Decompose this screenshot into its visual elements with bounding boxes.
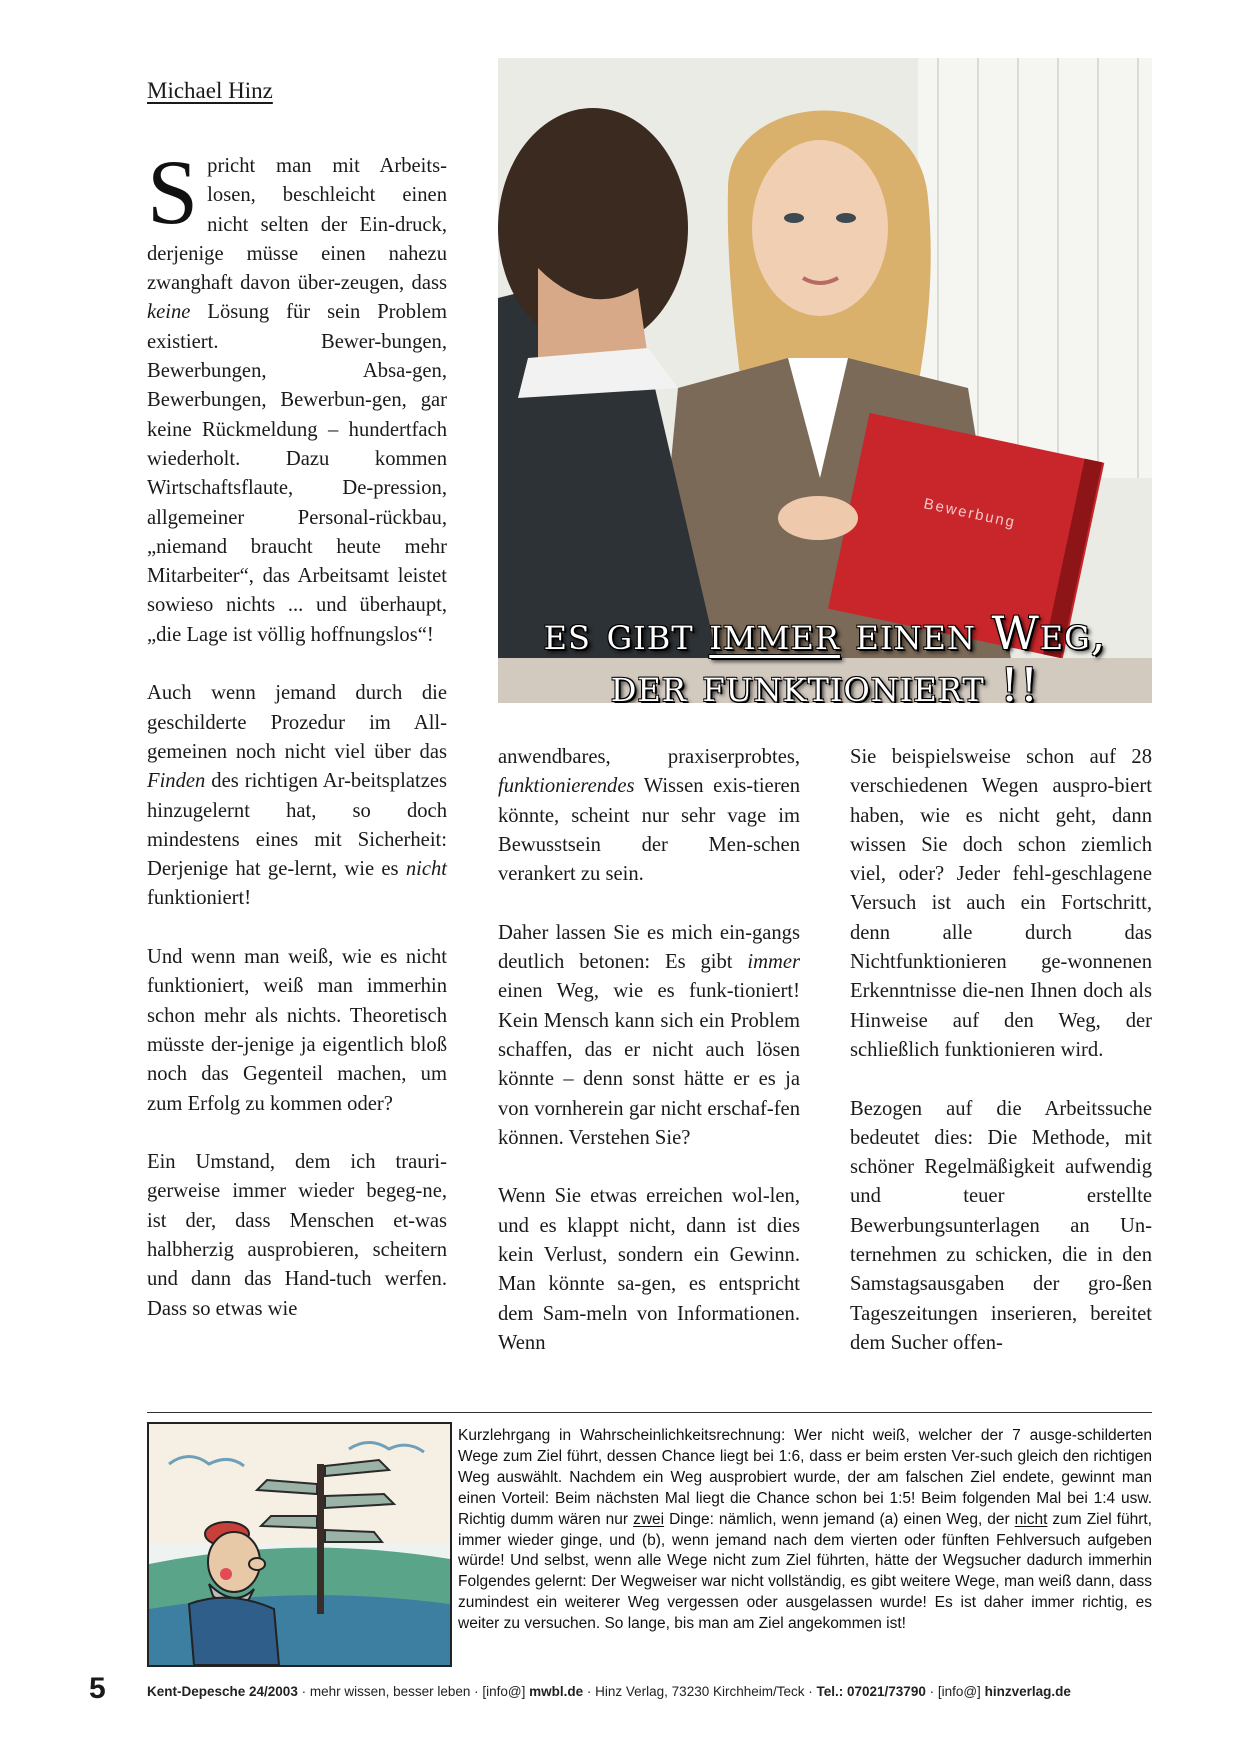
signpost-cartoon [147,1422,452,1667]
page-number: 5 [89,1672,106,1705]
drop-cap: S [147,141,199,243]
website-link[interactable]: mwbl.de [529,1684,584,1699]
paragraph: Und wenn man weiß, wie es nicht funktioniert, weiß man immerhin schon mehr als nichts. Theoretisch müsste der-jenige ja eigentlich bloß noch das Gegenteil machen, um zum Erfolg zu kommen oder? [147,946,447,1115]
article-column-2 [498,743,800,1358]
footer: Kent-Depesche 24/2003 · mehr wissen, besser leben · [info@] mwbl.de · Hinz Verlag, 73230 Kirchheim/Teck · Tel.: 07021/73790 · [info@] hinzverlag.de [147,1684,1071,1699]
author-name: Michael Hinz [147,78,273,103]
article-column-3 [850,743,1152,1358]
headline-line-2: der funktioniert !! [610,658,1040,703]
paragraph: Wenn Sie etwas erreichen wol-len, und es klappt nicht, dann ist dies kein Verlust, sondern ein Gewinn. Man könnte sa-gen, es entspricht dem Sam-meln von Informationen. Wenn [498,1185,800,1354]
paragraph: Bezogen auf die Arbeitssuche bedeutet dies: Die Methode, mit schöner Regelmäßigkeit aufwendig und teuer erstellte Bewerbungsunterlagen an Un-ternehmen zu schicken, die in den Samstagsausgaben der gro-ßen Tageszeitungen inserieren, bereitet dem Sucher offen- [850,1097,1152,1354]
paragraph: Ein Umstand, dem ich trauri-gerweise immer wieder begeg-ne, ist der, dass Menschen et-was halbherzig ausprobieren, scheitern und dann das Hand-tuch werfen. Dass so etwas wie [147,1151,447,1320]
website-link[interactable]: hinzverlag.de [984,1684,1071,1699]
paragraph: Spricht man mit Arbeits-losen, beschleicht einen nicht selten der Ein-druck, derjenige müsse einen nahezu zwanghaft davon über-zeugen, dass keine Lösung für sein Problem existiert. Bewer-bungen, Bewerbungen, Absa-gen, Bewerbungen, Bewerbun-gen, gar keine Rückmeldung – hundertfach wiederholt. Dazu kommen Wirtschaftsflaute, De-pression, allgemeiner Personal-rückbau, „niemand braucht heute mehr Mitarbeiter“, das Arbeitsamt leistet sowieso nichts ... und überhaupt, „die Lage ist völlig hoffnungslos“! [147,141,447,646]
info-box-text: Kurzlehrgang in Wahrscheinlichkeitsrechnung: Wer nicht weiß, welcher der 7 ausge-schilderten Wege zum Ziel führt, dessen Chance liegt bei 1:6, dass er beim ersten Ver-such gleich den richtigen Weg auswählt. Nachdem ein Weg ausprobiert wurde, der am falschen Ziel endete, gewinnt man einen Vorteil: Beim nächsten Mal liegt die Chance schon bei 1:5! Beim folgenden Mal bei 1:4 usw. Richtig dumm wären nur zwei Dinge: nämlich, wenn jemand (a) einen Weg, der nicht zum Ziel führt, immer wieder ginge, und (b), wenn jemand nach dem vierten oder fünften Fehlversuch aufgeben würde! Und selbst, wenn alle Wege nicht zum Ziel führten, hätte der Wegsucher dadurch immerhin Folgendes gelernt: Der Wegweiser war nicht vollständig, es gibt weitere Wege, man weiß dann, dass zumindest ein weiterer Weg vergessen oder ausgelassen wurde! Es ist daher immer richtig, es weiter zu versuchen. So lange, bis man am Ziel angekommen ist! [458,1427,1152,1633]
article-column-1 [147,141,447,1324]
cartoon-drawing [149,1424,450,1665]
paragraph: Sie beispielsweise schon auf 28 verschiedenen Wegen auspro-biert haben, wie es nicht geht, dann wissen Sie doch schon ziemlich viel, oder? Jeder fehl-geschlagene Versuch ist auch ein Fortschritt, denn alle durch das Nichtfunktionieren ge-wonnenen Erkenntnisse die-nen Ihnen doch als Hinweise auf den Weg, der schließlich funktionieren wird. [850,746,1152,1061]
headline-line-1: es gibt immer einen Weg, [543,606,1107,660]
folder-label: Bewerbung [922,495,1018,532]
paragraph: anwendbares, praxiserprobtes, funktionierendes Wissen exis-tieren könnte, scheint nur sehr vage im Bewusstsein der Men-schen verankert zu sein. [498,746,800,886]
hero-photo [498,58,1152,703]
paragraph: Auch wenn jemand durch die geschilderte Prozedur im All-gemeinen noch nicht viel über das Finden des richtigen Ar-beitsplatzes hinzugelernt hat, so doch mindestens eines mit Sicherheit: Derjenige hat ge-lernt, wie es nicht funktioniert! [147,682,447,910]
divider [147,1412,1152,1413]
paragraph: Daher lassen Sie es mich ein-gangs deutlich betonen: Es gibt immer einen Weg, wie es funk-tioniert! Kein Mensch kann sich ein Problem schaffen, das er nicht auch lösen könnte – denn sonst hätte er es ja von vornherein gar nicht erschaf-fen können. Verstehen Sie? [498,921,800,1149]
